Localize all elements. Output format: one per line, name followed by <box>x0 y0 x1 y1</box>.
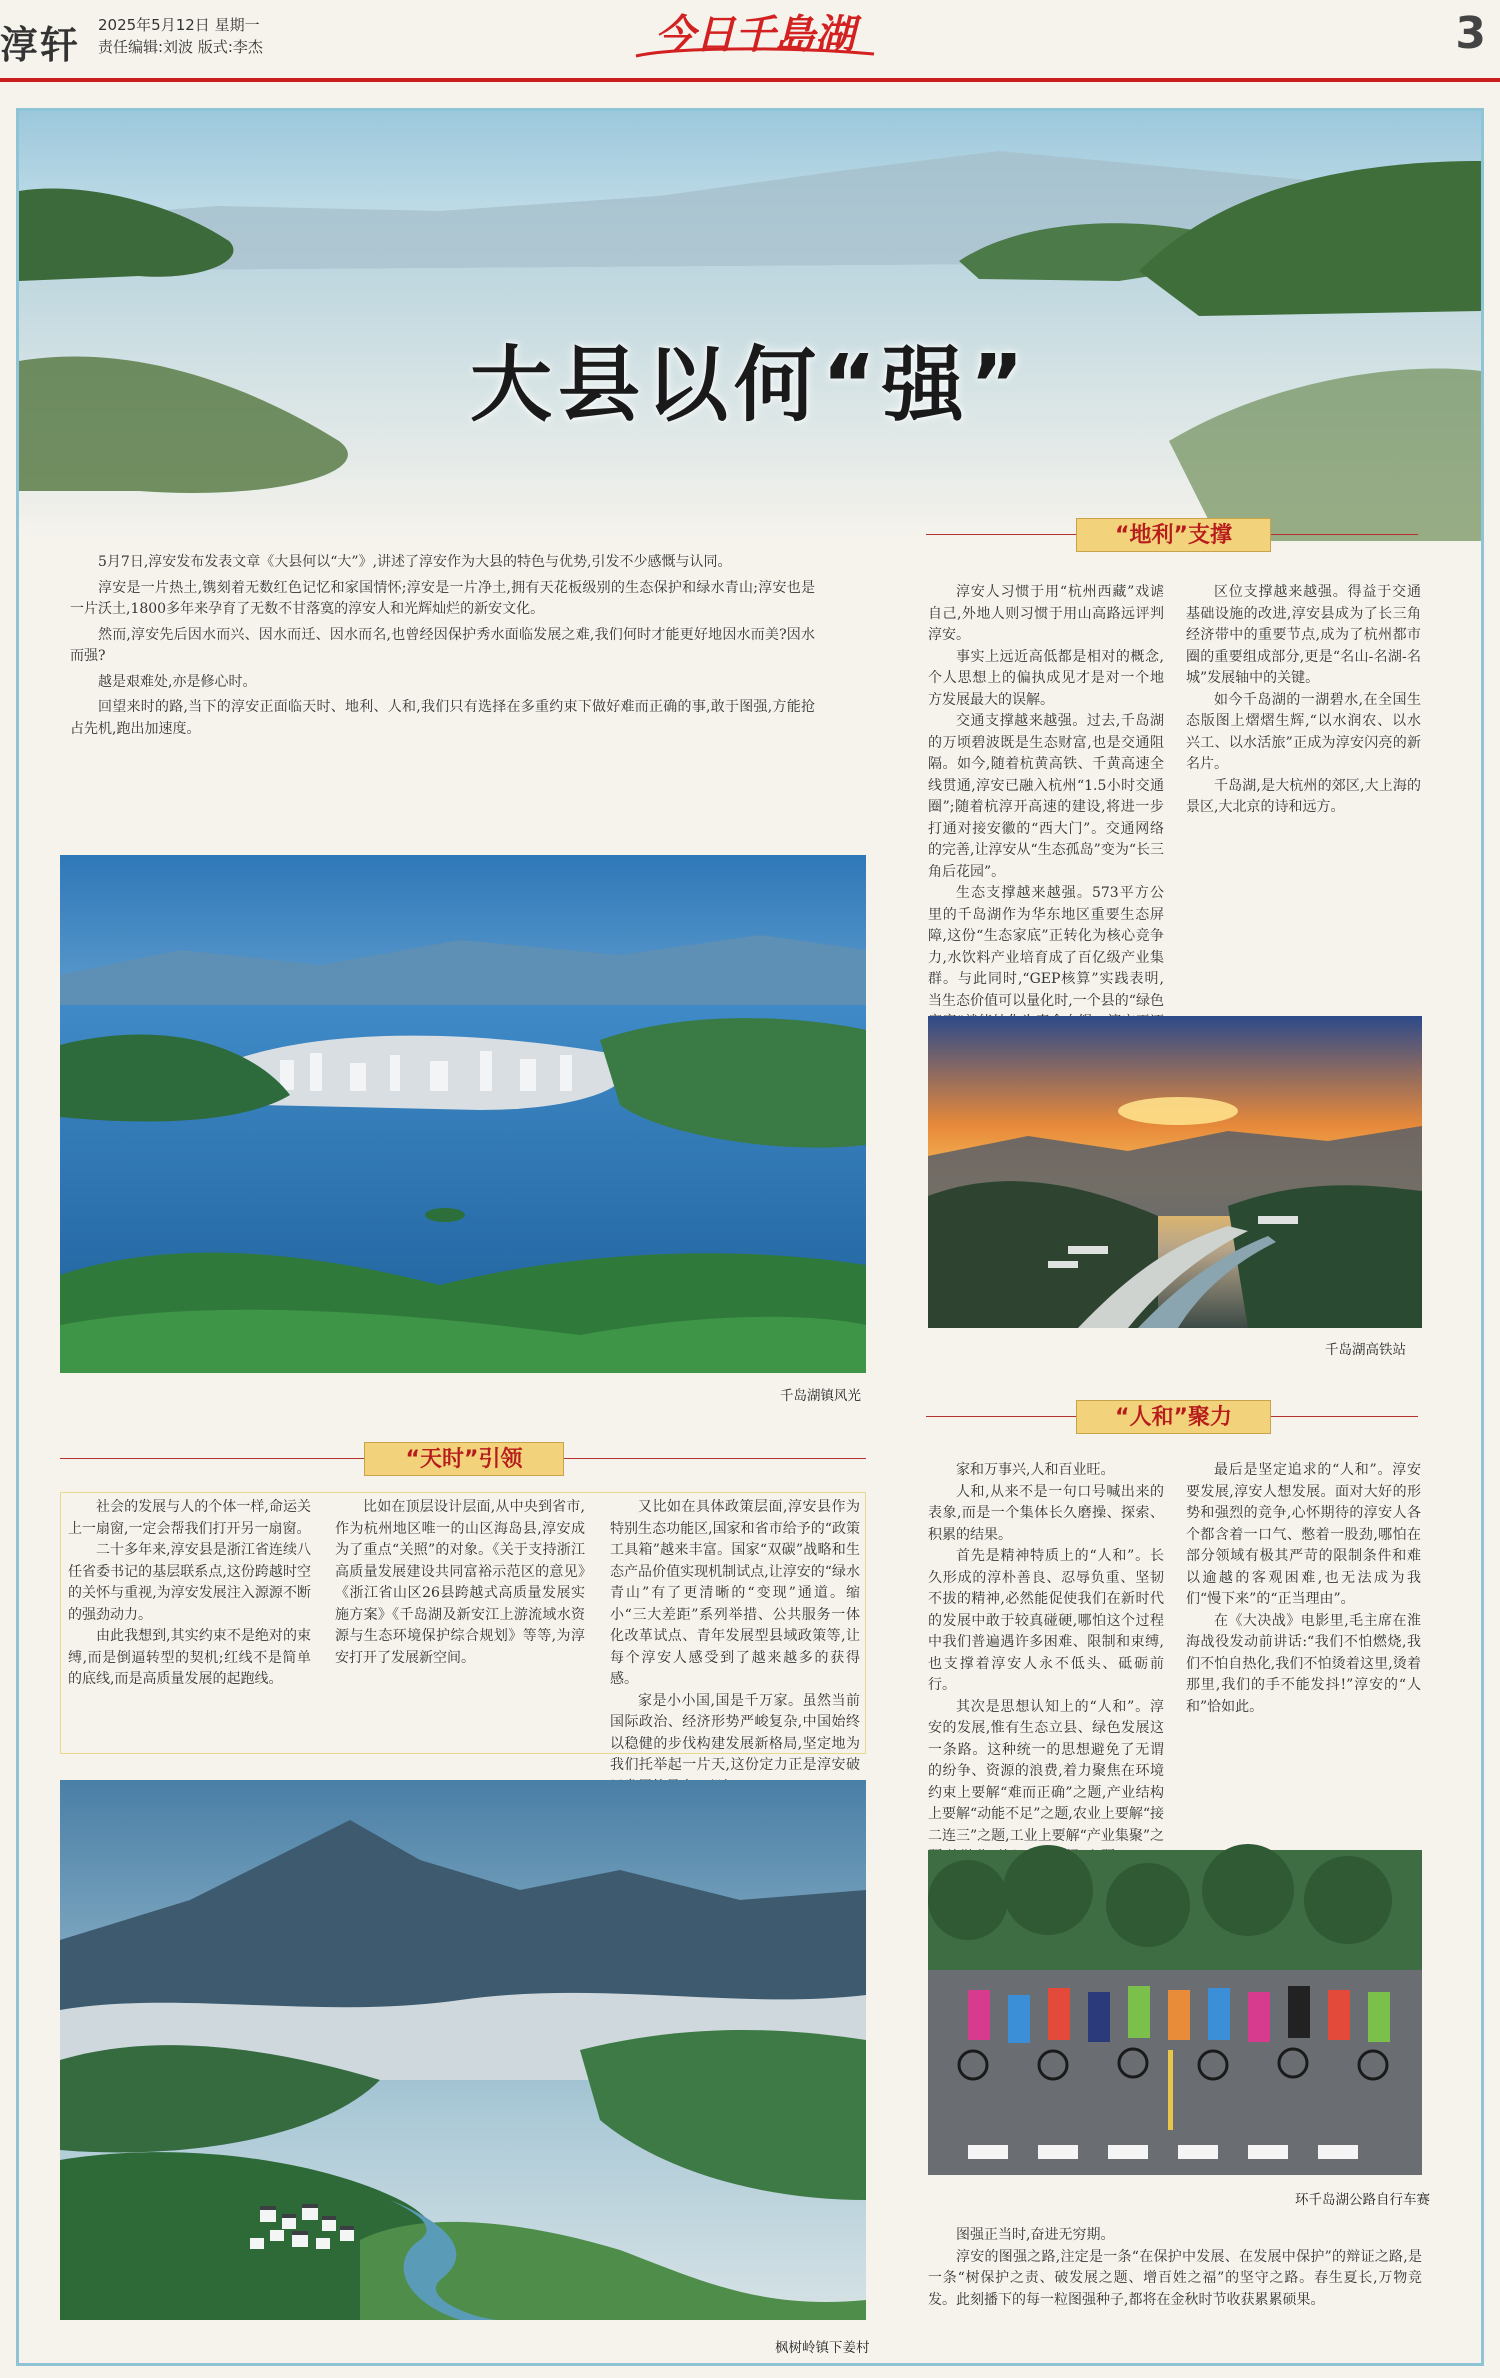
lead-text <box>70 552 815 740</box>
tianshi-column-1 <box>68 1497 311 1749</box>
body-paragraph: 如今千岛湖的一湖碧水,在全国生态版图上熠熠生辉,“以水润农、以水兴工、以水活旅”正成为淳安闪亮的新名片。 <box>1186 691 1421 772</box>
body-paragraph: 二十多年来,淳安县是浙江省连续八任省委书记的基层联系点,这份跨越时空的关怀与重视,为淳安发展注入源源不断的强劲动力。 <box>68 1542 311 1623</box>
closing-paragraph: 图强正当时,奋进无穷期。 <box>956 2227 1115 2243</box>
section-title-renhe: “人和”聚力 <box>1076 1400 1271 1434</box>
body-paragraph: 比如在顶层设计层面,从中央到省市,作为杭州地区唯一的山区海岛县,淳安成为了重点“关照”的对象。《关于支持浙江高质量发展建设共同富裕示范区的意见》《浙江省山区26县跨越式高质量发展实施方案》《千岛湖及新安江上游流域水资源与生态环境保护综合规划》等等,为淳安打开了发展新空间。 <box>335 1499 585 1666</box>
masthead-rule <box>0 78 1500 82</box>
body-paragraph: 事实上远近高低都是相对的概念,个人思想上的偏执成见才是对一个地方发展最大的误解。 <box>928 648 1164 708</box>
logo-text: 今日千島湖 <box>655 11 855 58</box>
page-number: 3 <box>1455 8 1486 59</box>
section-title-tianshi: “天时”引领 <box>364 1442 564 1476</box>
renhe-column-2 <box>1186 1460 1421 1836</box>
body-paragraph: 家和万事兴,人和百业旺。 <box>956 1462 1115 1478</box>
body-paragraph: 交通支撑越来越强。过去,千岛湖的万顷碧波既是生态财富,也是交通阻隔。如今,随着杭黄高铁、千黄高速全线贯通,淳安已融入杭州“1.5小时交通圈”;随着杭淳开高速的建设,将进一步打通对接安徽的“西大门”。交通网络的完善,让淳安从“生态孤岛”变为“长三角后花园”。 <box>928 713 1164 880</box>
newspaper-logo <box>630 8 880 70</box>
closing-paragraph: 淳安的图强之路,注定是一条“在保护中发展、在发展中保护”的辩证之路,是一条“树保护之责、破发展之题、增百姓之福”的坚守之路。春生夏长,万物竞发。此刻播下的每一粒图强种子,都将在金秋时节收获累累硕果。 <box>928 2248 1422 2308</box>
dili-column-1 <box>928 582 1164 1009</box>
body-paragraph: 其次是思想认知上的“人和”。淳安的发展,惟有生态立县、绿色发展这一条路。这种统一的思想避免了无谓的纷争、资源的浪费,着力聚焦在环境约束上要解“难而正确”之题,产业结构上要解“动能不足”之题,农业上要解“接二连三”之题,工业上要解“产业集聚”之 <box>928 1698 1164 1844</box>
article-title: 大县以何“强” <box>470 338 1030 433</box>
editor-line: 责任编辑:刘波 版式:李杰 <box>98 38 263 56</box>
body-paragraph: 人和,从来不是一句口号喊出来的表象,而是一个集体长久磨操、探索、积累的结果。 <box>928 1483 1164 1543</box>
caption-photo2: 千岛湖高铁站 <box>1325 1342 1406 1358</box>
photo-town-scenery <box>60 855 866 1373</box>
caption-photo1: 千岛湖镇风光 <box>780 1388 861 1404</box>
section-title-dili: “地利”支撑 <box>1076 518 1271 552</box>
lead-paragraph: 然而,淳安先后因水而兴、因水而迁、因水而名,也曾经因保护秀水面临发展之难,我们何时才能更好地因水而美?因水而强? <box>70 626 815 664</box>
tianshi-column-3 <box>610 1497 860 1773</box>
body-paragraph: 淳安人习惯于用“杭州西藏”戏谑自己,外地人则习惯于用山高路远评判淳安。 <box>928 584 1164 643</box>
lead-paragraph: 越是艰难处,亦是修心时。 <box>98 673 257 690</box>
section-heading-tianshi <box>60 1442 866 1476</box>
body-paragraph: 又比如在具体政策层面,淳安县作为特别生态功能区,国家和省市给予的“政策工具箱”越来丰富。国家“双碳”战略和生态产品价值实现机制试点,让淳安的“绿水青山”有了更清晰的“变现”通道。缩小“三大差距”系列举措、公共服务一体化改革试点、青年发展型县域政策等,让每个淳安人感受到了越来越多的获得感。 <box>610 1499 860 1687</box>
photo-highspeed-rail-station <box>928 1016 1422 1328</box>
body-paragraph: 家是小小国,国是千万家。虽然当前国际政治、经济形势严峻复杂,中国始终以稳健的步伐构建发展新格局,坚定地为我们托举起一片天,这份定力正是淳安破 <box>610 1692 860 1773</box>
body-paragraph: 区位支撑越来越强。得益于交通基础设施的改进,淳安县成为了长三角经济带中的重要节点,成为了杭州都市圈的重要组成部分,更是“名山-名湖-名城”发展轴中的关键。 <box>1186 584 1421 686</box>
section-heading-renhe <box>926 1400 1418 1434</box>
body-paragraph: 生态支撑越来越强。573平方公里的千岛湖作为华东地区重要生态屏障,这份“生态家底”正转化为核心竞争力,水饮料产业培育成了百亿级产业集群。与此同时,“GEP核算”实践表明,当生态价值可以量化时,一个县的“绿色 <box>928 885 1164 1009</box>
body-paragraph: 由此我想到,其实约束不是绝对的束缚,而是倒逼转型的契机;红线不是简单的底线,而是高质量发展的起跑线。 <box>68 1628 311 1687</box>
caption-photo3: 枫树岭镇下姜村 <box>775 2340 870 2356</box>
dili-column-2 <box>1186 582 1421 990</box>
photo-xiajiang-village <box>60 1780 866 2320</box>
body-paragraph: 社会的发展与人的个体一样,命运关上一扇窗,一定会帮我们打开另一扇窗。 <box>68 1499 311 1537</box>
caption-photo4: 环千岛湖公路自行车赛 <box>1295 2192 1430 2208</box>
photo-cycling-race <box>928 1850 1422 2175</box>
lead-paragraph: 回望来时的路,当下的淳安正面临天时、地利、人和,我们只有选择在多重约束下做好难而正确的事,敢于图强,方能抢占先机,跑出加速度。 <box>70 699 815 737</box>
body-paragraph: 在《大决战》电影里,毛主席在淮海战役发动前讲话:“我们不怕燃烧,我们不怕自热化,我们不怕烫着这里,烫着那里,我们的手不能发抖!”淳安的“人和”恰如此。 <box>1186 1612 1421 1715</box>
body-paragraph: 千岛湖,是大杭州的郊区,大上海的景区,大北京的诗和远方。 <box>1186 777 1421 815</box>
tianshi-column-2 <box>335 1497 585 1749</box>
body-paragraph: 首先是精神特质上的“人和”。长久形成的淳朴善良、忍辱负重、坚韧不拔的精神,必然能促使我们在新时代的发展中敢于较真碰硬,哪怕这个过程中我们普遍遇许多困难、限制和束缚,也支撑着淳安人永不低头、砥砺前行。 <box>928 1548 1164 1693</box>
closing-text <box>928 2225 1422 2311</box>
body-paragraph: 最后是坚定追求的“人和”。淳安要发展,淳安人想发展。面对大好的形势和强烈的竞争,心怀期待的淳安人各个都含着一口气、憋着一股劲,哪怕在部分领域有极其严苛的限制条件和难以逾越的客观困难,也无法成为我们“慢下来”的“正当理由”。 <box>1186 1462 1421 1607</box>
renhe-column-1 <box>928 1460 1164 1844</box>
lead-paragraph: 淳安是一片热土,镌刻着无数红色记忆和家国情怀;淳安是一片净土,拥有天花板级别的生态保护和绿水青山;淳安也是一片沃土,1800多年来孕育了无数不甘落寞的淳安人和光辉灿烂的新安文化。 <box>70 579 815 617</box>
section-name: 淳轩 <box>0 23 81 67</box>
section-heading-dili <box>926 518 1418 552</box>
lead-paragraph: 5月7日,淳安发布发表文章《大县何以“大”》,讲述了淳安作为大县的特色与优势,引发不少感慨与认同。 <box>98 554 732 570</box>
date-line: 2025年5月12日 星期一 <box>98 16 260 34</box>
